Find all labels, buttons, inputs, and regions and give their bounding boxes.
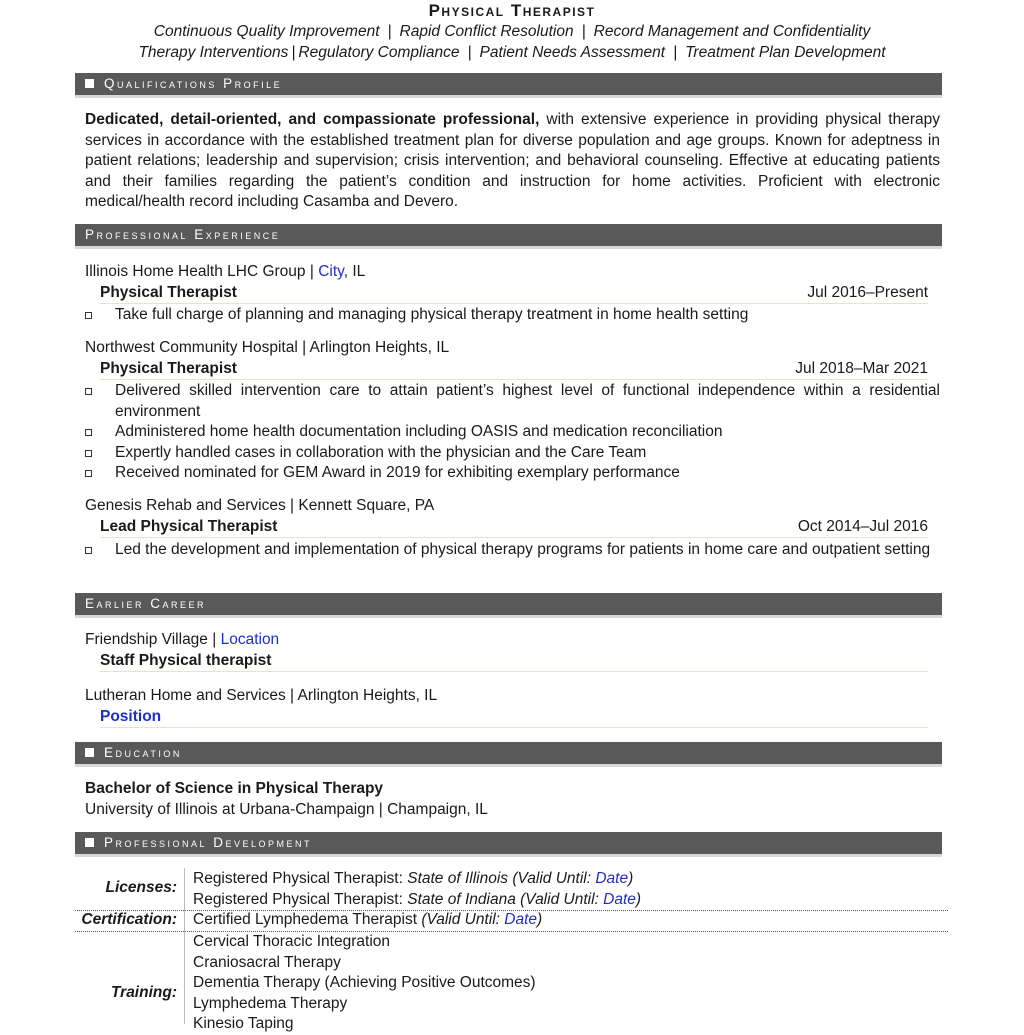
resume-title: Physical Therapist [428,1,596,20]
list-item [85,443,940,464]
city-placeholder: City [318,263,344,280]
training-item: Kinesio Taping [193,1015,294,1032]
list-item [85,305,940,326]
earlier-role [100,707,928,728]
date-placeholder: Date [595,870,629,887]
company-name: Northwest Community Hospital | Arlington Heights, IL [85,339,450,356]
bullet-text: Received nominated for GEM Award in 2019 for exhibiting exemplary performance [115,464,680,481]
training-item: Craniosacral Therapy [193,953,341,971]
job-dates: Jul 2016–Present [807,284,928,301]
section-bar-earlier-career [75,593,942,615]
valid-until: (Valid Until: [421,911,505,928]
section-bar-qualifications [75,73,942,95]
earlier-role [100,651,928,672]
square-bullet-icon [85,547,92,554]
keyword: Patient Needs Assessment [479,44,666,61]
training-item: Lymphedema Therapy [193,994,348,1012]
square-bullet-icon [85,312,92,319]
license-state: State of Illinois [407,870,509,887]
school: University of Illinois at Urbana-Champaign | Champaign, IL [85,800,488,818]
job-title: Physical Therapist [100,284,237,301]
bullet-text: Take full charge of planning and managing physical therapy treatment in home health setting [115,306,749,323]
training-label: Training: [110,984,177,1001]
job-dates: Jul 2018–Mar 2021 [795,360,928,377]
location-placeholder: Location [220,631,280,648]
keyword: Regulatory Compliance [298,44,460,61]
experience-company [85,338,928,358]
square-bullet-icon [85,429,92,436]
section-title: Professional Experience [85,227,281,242]
experience-role [100,359,928,380]
earlier-company [85,686,928,706]
license-item [193,869,641,890]
section-title: Qualifications Profile [104,76,283,91]
company-name: Illinois Home Health LHC Group [85,263,306,280]
cert-name: Certified Lymphedema Therapist [193,911,422,928]
degree: Bachelor of Science in Physical Therapy [85,780,384,797]
square-bullet-icon [85,388,92,395]
date-placeholder: Date [603,890,636,908]
certification-item [193,910,542,931]
section-title: Earlier Career [85,596,207,611]
square-bullet-icon [85,450,92,457]
list-item [85,540,940,561]
training-list [193,932,536,1035]
section-title: Education [104,745,182,760]
license-name: Registered Physical Therapist: [193,890,408,908]
license-name: Registered Physical Therapist: [193,870,408,887]
job-title: Lead Physical Therapist [100,518,278,535]
company-name: Lutheran Home and Services | Arlington Heights, IL [85,687,438,704]
experience-bullets [85,540,940,561]
license-state: State of Indiana [407,890,516,908]
paren: ) [635,890,642,908]
experience-role [100,517,928,538]
qualifications-body: with extensive experience in providing physical therapy services in accordance with the established treatment plan for diverse population and age groups. Known for adeptness in patient relations; leadership and supervision; crisis intervention; and behavioral counseling. Effective at educating patients and their families regarding the patient’s condition and instruction for home activities. Proficient with electronic medical/health record including Casamba and Devero. [85,111,940,210]
keyword: Rapid Conflict Resolution [399,23,574,40]
bullet-text: Delivered skilled intervention care to attain patient’s highest level of functional independence within a residential environment [115,382,940,420]
section-bar-experience [75,224,942,246]
paren: ) [628,870,634,887]
position-placeholder: Position [100,708,162,725]
paren: ) [537,911,543,928]
keyword: Treatment Plan Development [685,44,886,61]
licenses-list [193,869,641,910]
valid-until: (Valid Until: [512,870,596,887]
keywords-line-2: Therapy Interventions | Regulatory Compliance | Patient Needs Assessment | Treatment Plan Development [138,44,886,61]
experience-company [85,496,928,516]
list-item [85,381,940,422]
training-item: Dementia Therapy (Achieving Positive Outcomes) [193,974,536,991]
section-bar-development [75,832,942,854]
bullet-text: Led the development and implementation of physical therapy programs for patients in home care and outpatient setting [115,541,931,558]
certification-label: Certification: [81,911,177,928]
experience-role [100,283,928,304]
list-item [85,422,940,443]
square-bullet-icon [85,470,92,477]
section-bar-education [75,742,942,764]
bullet-text: Administered home health documentation including OASIS and medication reconciliation [115,423,723,440]
qualifications-lead: Dedicated, detail-oriented, and compassionate professional, [85,111,540,128]
experience-bullets [85,381,940,484]
square-bullet-icon [85,748,94,757]
divider [184,868,185,1024]
bullet-text: Expertly handled cases in collaboration with the physician and the Care Team [115,443,647,461]
keyword: Record Management and Confidentiality [593,23,871,40]
qualifications-paragraph [85,110,940,213]
education-block [85,779,940,820]
list-item [85,463,940,484]
date-placeholder: Date [504,911,538,928]
job-title: Staff Physical therapist [100,652,272,669]
keywords-line-1: Continuous Quality Improvement | Rapid Conflict Resolution | Record Management and Confidentiality [153,23,871,40]
keyword: Continuous Quality Improvement [153,23,380,40]
square-bullet-icon [85,79,94,88]
section-title: Professional Development [104,835,313,850]
experience-company: Illinois Home Health LHC Group | City, IL [85,263,366,280]
training-item: Cervical Thoracic Integration [193,933,390,950]
company-name: Friendship Village [85,631,208,648]
state: , IL [343,263,366,280]
experience-bullets [85,305,940,326]
job-title: Physical Therapist [100,360,237,377]
keyword: Therapy Interventions [138,44,289,61]
square-bullet-icon [85,838,94,847]
licenses-label: Licenses: [105,879,177,896]
valid-until: (Valid Until: [520,890,604,908]
license-item [193,890,641,911]
job-dates: Oct 2014–Jul 2016 [797,518,928,535]
earlier-company: Friendship Village | Location [85,631,280,648]
company-name: Genesis Rehab and Services | Kennett Square, PA [85,497,435,514]
